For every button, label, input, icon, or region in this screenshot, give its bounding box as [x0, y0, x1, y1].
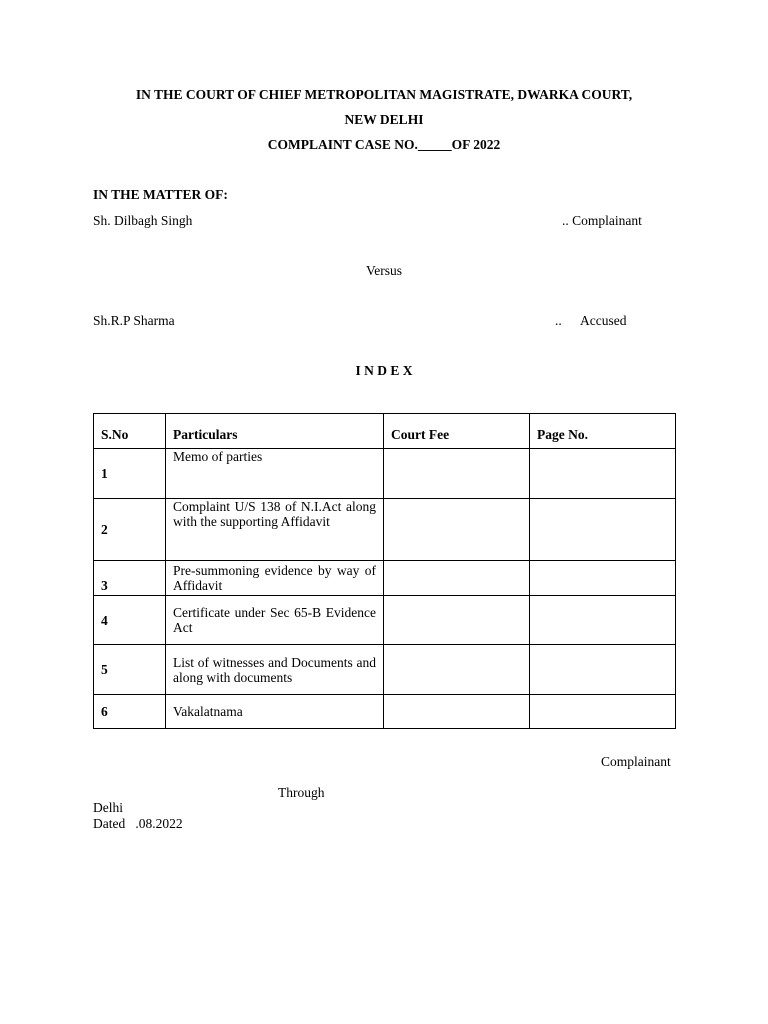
table-row — [94, 499, 676, 561]
header-sno: S.No — [94, 414, 166, 449]
row-particulars: Pre-summoning evidence by way of Affidavit — [166, 561, 384, 596]
row-sno: 1 — [94, 449, 166, 499]
header-particulars: Particulars — [166, 414, 384, 449]
table-row — [94, 449, 676, 499]
complainant-role: .. Complainant — [562, 213, 642, 228]
index-title: I N D E X — [355, 363, 413, 378]
row-page-no — [530, 695, 676, 729]
row-particulars: Vakalatnama — [166, 695, 384, 729]
table-row — [94, 561, 676, 596]
table-row — [94, 695, 676, 729]
accused-role: Accused — [580, 313, 627, 328]
row-court-fee — [384, 695, 530, 729]
row-page-no — [530, 449, 676, 499]
signature-complainant: Complainant — [601, 754, 671, 769]
row-particulars: Complaint U/S 138 of N.I.Act along with the supporting Affidavit — [166, 499, 384, 561]
row-sno: 4 — [94, 596, 166, 645]
row-court-fee — [384, 499, 530, 561]
row-page-no — [530, 499, 676, 561]
row-page-no — [530, 596, 676, 645]
row-court-fee — [384, 596, 530, 645]
row-sno: 3 — [94, 561, 166, 596]
row-page-no — [530, 645, 676, 695]
row-sno: 6 — [94, 695, 166, 729]
accused-dots: .. — [555, 313, 562, 328]
row-court-fee — [384, 645, 530, 695]
table-row — [94, 645, 676, 695]
row-sno: 5 — [94, 645, 166, 695]
case-number: COMPLAINT CASE NO._____OF 2022 — [267, 137, 501, 152]
matter-heading: IN THE MATTER OF: — [93, 187, 228, 202]
row-sno: 2 — [94, 499, 166, 561]
row-particulars: Memo of parties — [166, 449, 384, 499]
header-court-fee: Court Fee — [384, 414, 530, 449]
row-court-fee — [384, 449, 530, 499]
table-row — [94, 596, 676, 645]
row-page-no — [530, 561, 676, 596]
court-title: IN THE COURT OF CHIEF METROPOLITAN MAGISTRATE, DWARKA COURT, — [135, 87, 633, 102]
through-label: Through — [278, 785, 325, 800]
date-label: Dated .08.2022 — [93, 816, 183, 831]
row-particulars: List of witnesses and Documents and along with documents — [166, 645, 384, 695]
accused-name: Sh.R.P Sharma — [93, 313, 175, 328]
versus-label: Versus — [366, 263, 402, 278]
court-location: NEW DELHI — [344, 112, 424, 127]
index-table — [93, 413, 676, 729]
row-court-fee — [384, 561, 530, 596]
table-header-row — [94, 414, 676, 449]
place-label: Delhi — [93, 800, 123, 815]
row-particulars: Certificate under Sec 65-B Evidence Act — [166, 596, 384, 645]
complainant-name: Sh. Dilbagh Singh — [93, 213, 193, 228]
header-page-no: Page No. — [530, 414, 676, 449]
